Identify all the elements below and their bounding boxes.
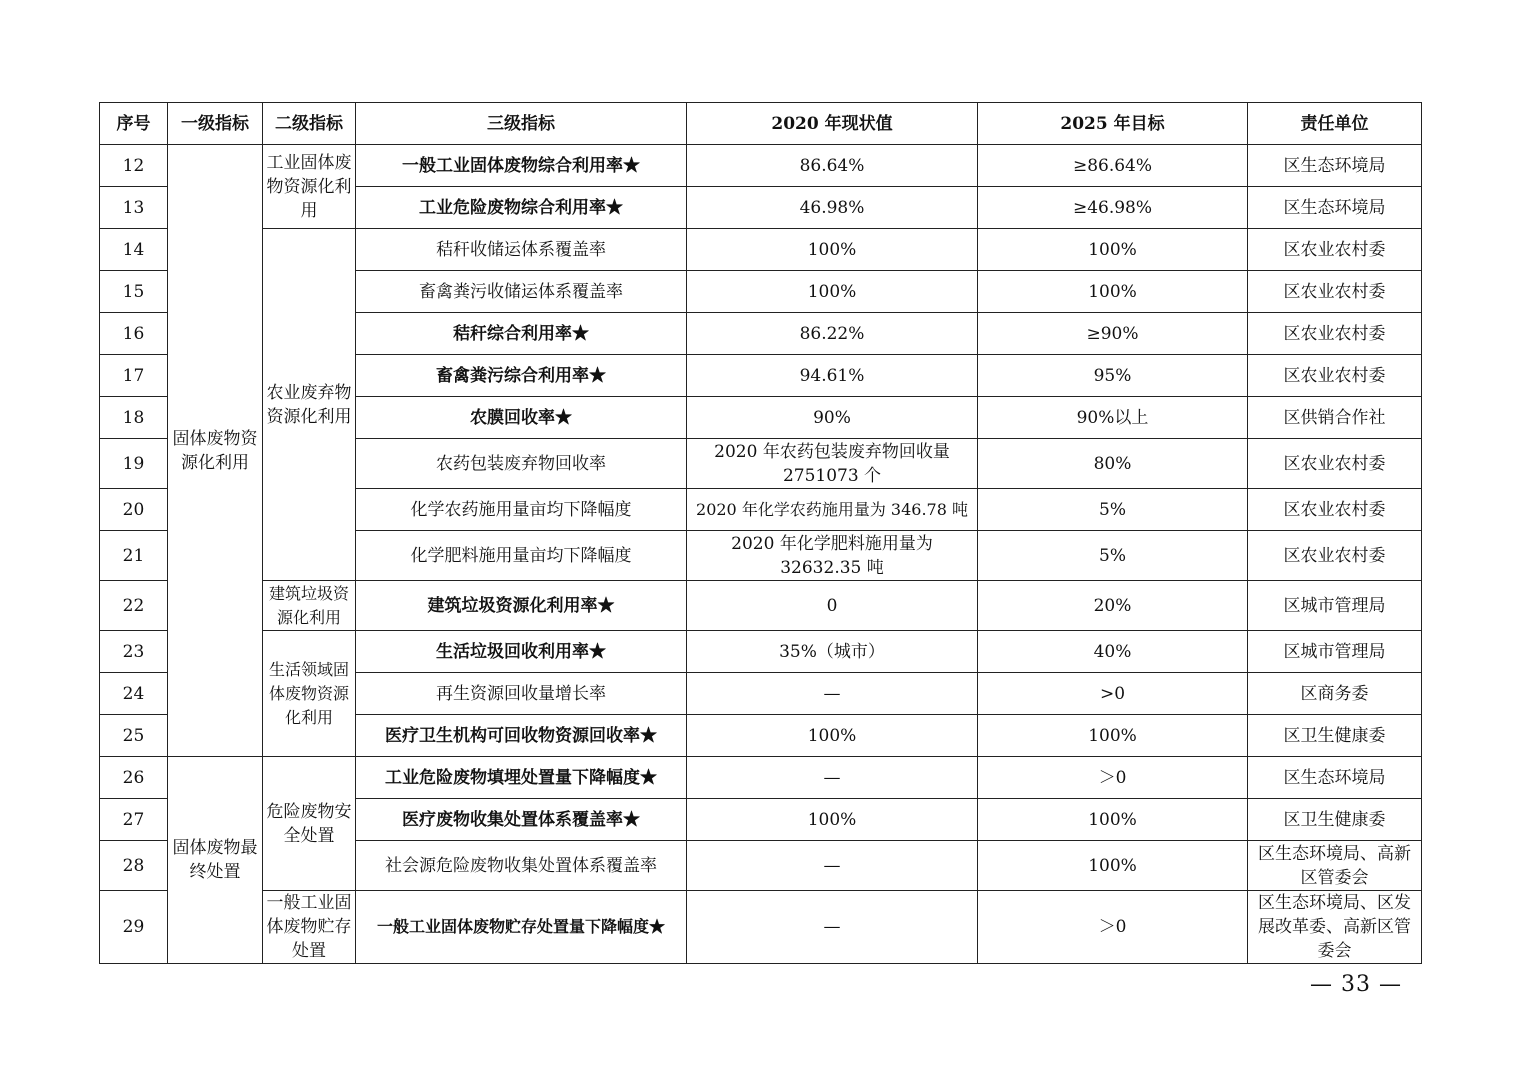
cell-level2: 危险废物安全处置 [263, 757, 356, 891]
cell-target-2025: 5% [978, 489, 1248, 531]
cell-target-2025: >0 [978, 673, 1248, 715]
cell-status-2020: — [687, 673, 978, 715]
cell-unit: 区农业农村委 [1248, 355, 1422, 397]
cell-no: 26 [100, 757, 168, 799]
cell-unit: 区生态环境局 [1248, 757, 1422, 799]
cell-unit: 区生态环境局、高新区管委会 [1248, 841, 1422, 891]
cell-status-2020: 90% [687, 397, 978, 439]
table-row [100, 229, 1422, 271]
header-target-2025: 2025 年目标 [978, 103, 1248, 145]
cell-level2: 一般工业固体废物贮存处置 [263, 891, 356, 964]
cell-target-2025: 100% [978, 715, 1248, 757]
header-status-2020: 2020 年现状值 [687, 103, 978, 145]
cell-no: 16 [100, 313, 168, 355]
cell-status-2020: 100% [687, 229, 978, 271]
cell-no: 27 [100, 799, 168, 841]
cell-target-2025: 40% [978, 631, 1248, 673]
cell-indicator: 医疗废物收集处置体系覆盖率★ [356, 799, 687, 841]
cell-status-2020: 2020 年化学肥料施用量为 32632.35 吨 [687, 531, 978, 581]
header-level3: 三级指标 [356, 103, 687, 145]
cell-level1: 固体废物最终处置 [168, 757, 263, 964]
cell-unit: 区农业农村委 [1248, 271, 1422, 313]
cell-no: 25 [100, 715, 168, 757]
cell-target-2025: 80% [978, 439, 1248, 489]
page-number: — 33 — [1310, 972, 1402, 997]
cell-indicator: 秸秆收储运体系覆盖率 [356, 229, 687, 271]
cell-status-2020: 2020 年农药包装废弃物回收量 2751073 个 [687, 439, 978, 489]
cell-indicator: 畜禽粪污收储运体系覆盖率 [356, 271, 687, 313]
cell-unit: 区农业农村委 [1248, 531, 1422, 581]
header-level2: 二级指标 [263, 103, 356, 145]
cell-target-2025: 100% [978, 229, 1248, 271]
cell-no: 21 [100, 531, 168, 581]
cell-level2: 生活领域固体废物资源化利用 [263, 631, 356, 757]
cell-indicator: 建筑垃圾资源化利用率★ [356, 581, 687, 631]
cell-status-2020: — [687, 841, 978, 891]
cell-target-2025: 90%以上 [978, 397, 1248, 439]
cell-status-2020: 100% [687, 715, 978, 757]
cell-no: 23 [100, 631, 168, 673]
cell-indicator: 一般工业固体废物贮存处置量下降幅度★ [356, 891, 687, 964]
cell-target-2025: ≥46.98% [978, 187, 1248, 229]
cell-unit: 区农业农村委 [1248, 229, 1422, 271]
cell-unit: 区卫生健康委 [1248, 799, 1422, 841]
cell-indicator: 医疗卫生机构可回收物资源回收率★ [356, 715, 687, 757]
cell-no: 29 [100, 891, 168, 964]
cell-unit: 区生态环境局、区发展改革委、高新区管委会 [1248, 891, 1422, 964]
cell-target-2025: ＞0 [978, 757, 1248, 799]
table-row [100, 891, 1422, 964]
cell-target-2025: 20% [978, 581, 1248, 631]
cell-indicator: 一般工业固体废物综合利用率★ [356, 145, 687, 187]
table-row [100, 757, 1422, 799]
cell-status-2020: — [687, 757, 978, 799]
cell-indicator: 农药包装废弃物回收率 [356, 439, 687, 489]
cell-unit: 区城市管理局 [1248, 581, 1422, 631]
cell-status-2020: 86.64% [687, 145, 978, 187]
cell-status-2020: 100% [687, 799, 978, 841]
cell-target-2025: ≥86.64% [978, 145, 1248, 187]
cell-no: 28 [100, 841, 168, 891]
header-level1: 一级指标 [168, 103, 263, 145]
table-row [100, 145, 1422, 187]
cell-level2: 建筑垃圾资源化利用 [263, 581, 356, 631]
cell-no: 19 [100, 439, 168, 489]
cell-status-2020: 0 [687, 581, 978, 631]
cell-indicator: 化学肥料施用量亩均下降幅度 [356, 531, 687, 581]
cell-unit: 区农业农村委 [1248, 313, 1422, 355]
cell-indicator: 农膜回收率★ [356, 397, 687, 439]
cell-no: 15 [100, 271, 168, 313]
cell-status-2020: — [687, 891, 978, 964]
cell-status-2020: 2020 年化学农药施用量为 346.78 吨 [687, 489, 978, 531]
cell-indicator: 畜禽粪污综合利用率★ [356, 355, 687, 397]
cell-status-2020: 100% [687, 271, 978, 313]
cell-status-2020: 35%（城市） [687, 631, 978, 673]
cell-indicator: 生活垃圾回收利用率★ [356, 631, 687, 673]
cell-indicator: 化学农药施用量亩均下降幅度 [356, 489, 687, 531]
cell-target-2025: ≥90% [978, 313, 1248, 355]
cell-no: 18 [100, 397, 168, 439]
cell-level2: 工业固体废物资源化利用 [263, 145, 356, 229]
header-no: 序号 [100, 103, 168, 145]
cell-no: 12 [100, 145, 168, 187]
indicator-table [99, 102, 1422, 964]
cell-indicator: 工业危险废物填埋处置量下降幅度★ [356, 757, 687, 799]
table-header-row [100, 103, 1422, 145]
cell-indicator: 再生资源回收量增长率 [356, 673, 687, 715]
cell-status-2020: 86.22% [687, 313, 978, 355]
cell-no: 14 [100, 229, 168, 271]
cell-indicator: 工业危险废物综合利用率★ [356, 187, 687, 229]
cell-status-2020: 46.98% [687, 187, 978, 229]
cell-unit: 区卫生健康委 [1248, 715, 1422, 757]
cell-target-2025: 100% [978, 841, 1248, 891]
cell-unit: 区商务委 [1248, 673, 1422, 715]
cell-indicator: 社会源危险废物收集处置体系覆盖率 [356, 841, 687, 891]
header-responsible-unit: 责任单位 [1248, 103, 1422, 145]
table-row [100, 581, 1422, 631]
cell-level1: 固体废物资源化利用 [168, 145, 263, 757]
cell-unit: 区供销合作社 [1248, 397, 1422, 439]
cell-target-2025: 100% [978, 799, 1248, 841]
cell-level2: 农业废弃物资源化利用 [263, 229, 356, 581]
cell-unit: 区生态环境局 [1248, 145, 1422, 187]
cell-indicator: 秸秆综合利用率★ [356, 313, 687, 355]
cell-target-2025: 95% [978, 355, 1248, 397]
cell-unit: 区城市管理局 [1248, 631, 1422, 673]
cell-unit: 区农业农村委 [1248, 489, 1422, 531]
cell-status-2020: 94.61% [687, 355, 978, 397]
cell-no: 22 [100, 581, 168, 631]
cell-unit: 区生态环境局 [1248, 187, 1422, 229]
table-row [100, 631, 1422, 673]
cell-target-2025: 5% [978, 531, 1248, 581]
cell-target-2025: 100% [978, 271, 1248, 313]
cell-no: 13 [100, 187, 168, 229]
cell-unit: 区农业农村委 [1248, 439, 1422, 489]
cell-no: 24 [100, 673, 168, 715]
cell-no: 20 [100, 489, 168, 531]
cell-no: 17 [100, 355, 168, 397]
cell-target-2025: ＞0 [978, 891, 1248, 964]
